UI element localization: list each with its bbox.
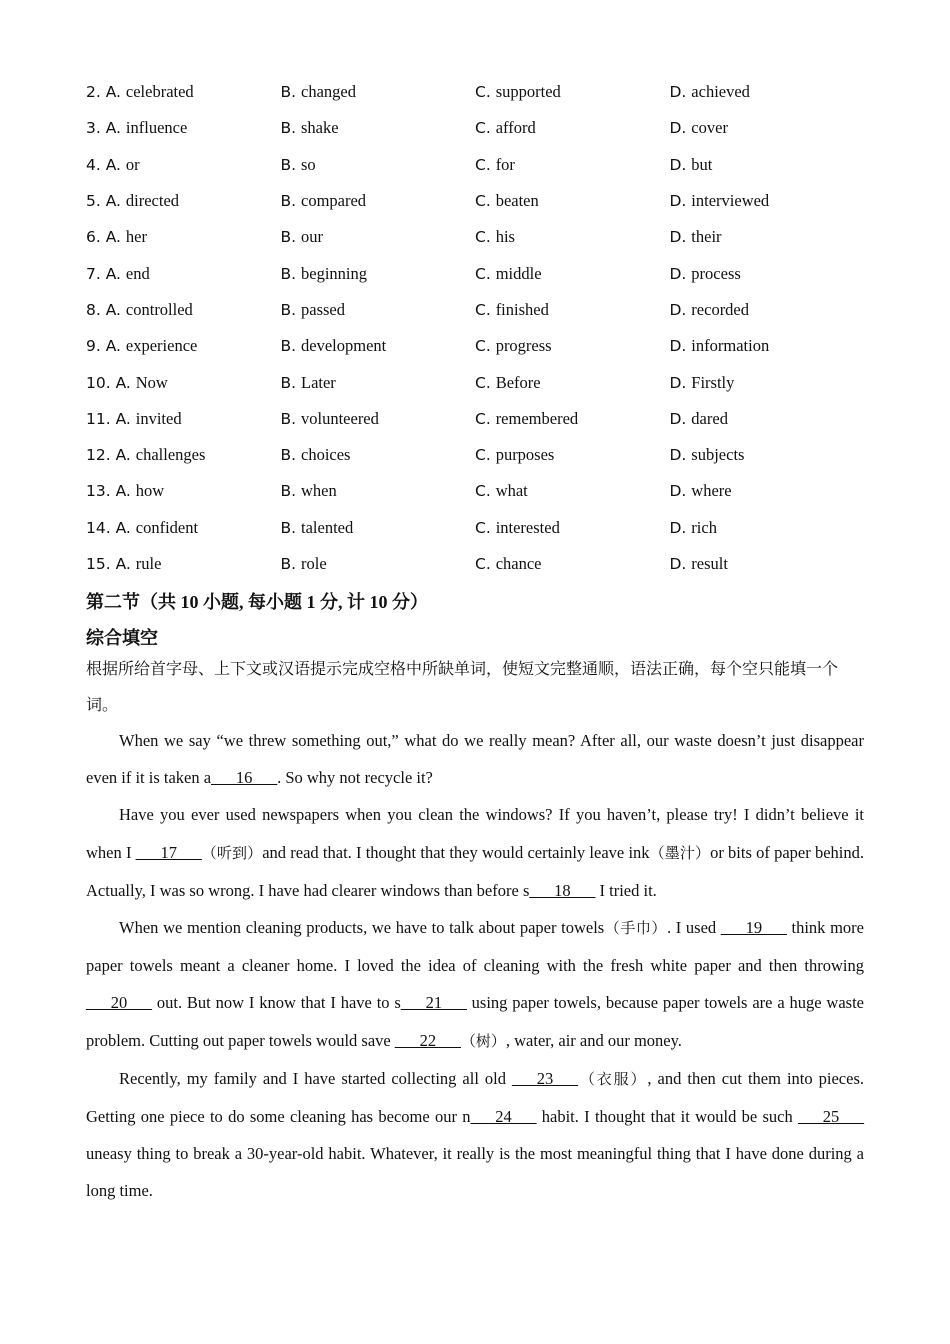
- option-row: [86, 437, 866, 473]
- blank-20: ___20___: [86, 993, 152, 1013]
- option-b: [281, 82, 476, 102]
- passage: [86, 722, 864, 1210]
- option-a: [86, 118, 281, 138]
- option-text: so: [301, 154, 316, 174]
- option-label: D.: [669, 373, 692, 392]
- option-d: [670, 481, 865, 501]
- blank-22: ___22___: [394, 1030, 461, 1050]
- blank-16: ___16___: [211, 768, 278, 788]
- option-label: B.: [280, 264, 301, 283]
- option-d: [670, 409, 865, 429]
- option-row: [86, 401, 866, 437]
- option-label: D.: [669, 409, 692, 428]
- option-text: rich: [691, 517, 717, 537]
- option-a: [86, 445, 281, 465]
- section-title: 第二节（共 10 小题, 每小题 1 分, 计 10 分）: [86, 592, 428, 612]
- option-d: [670, 191, 865, 211]
- option-text: shake: [301, 118, 339, 138]
- option-text: influence: [125, 118, 188, 138]
- option-label: C.: [475, 555, 496, 573]
- option-text: process: [691, 263, 741, 283]
- option-label: 12. A.: [86, 446, 136, 465]
- option-text: finished: [495, 299, 549, 319]
- paragraph-1: When we say “we threw something out,” what do we really mean? After all, our waste doesn’t just disappear even if it is taken a___16___. So why not recycle it?: [86, 731, 864, 788]
- blank-25: ___25___: [798, 1107, 865, 1127]
- blank-19: ___19___: [720, 918, 787, 938]
- option-label: D.: [669, 300, 692, 319]
- option-b: [281, 554, 476, 574]
- option-label: 4. A.: [86, 155, 126, 174]
- paragraph-3: When we mention cleaning products, we have to talk about paper towels（手巾）. I used ___19___ think more paper towels meant a cleaner home. I loved the idea of cleaning with the fresh white paper and then throwing ___20___ out. But now I know that I have to s___21___ using paper towels, because paper towels are a huge waste problem. Cutting out paper towels would save ___22___（树）, water, air and our money.: [86, 918, 864, 1050]
- hint-22: （树）: [460, 1031, 506, 1050]
- option-label: C.: [475, 337, 496, 356]
- option-label: B.: [280, 409, 301, 428]
- option-text: confident: [135, 517, 199, 537]
- option-a: [86, 554, 281, 574]
- option-label: B.: [280, 446, 301, 465]
- option-c: [475, 373, 670, 393]
- option-label: B.: [280, 373, 301, 392]
- option-row: [86, 255, 866, 291]
- option-label: D.: [669, 264, 692, 283]
- option-label: D.: [669, 518, 692, 537]
- option-b: [281, 336, 476, 356]
- option-text: end: [125, 263, 150, 283]
- option-label: B.: [280, 518, 301, 537]
- option-text: afford: [495, 118, 536, 138]
- option-a: [86, 155, 281, 175]
- option-d: [670, 554, 865, 574]
- option-a: [86, 82, 281, 102]
- option-row: [86, 510, 866, 546]
- option-text: changed: [301, 82, 356, 102]
- option-d: [670, 518, 865, 538]
- option-text: controlled: [125, 299, 193, 319]
- option-text: subjects: [691, 445, 745, 465]
- option-a: [86, 373, 281, 393]
- option-row: [86, 147, 866, 183]
- option-text: where: [691, 481, 732, 501]
- option-d: [670, 264, 865, 284]
- option-label: 9. A.: [86, 337, 126, 356]
- option-text: achieved: [691, 82, 750, 102]
- option-c: [475, 554, 670, 574]
- option-label: D.: [669, 446, 692, 465]
- blank-21: ___21___: [400, 993, 467, 1013]
- option-d: [670, 82, 865, 102]
- blank-17: ___17___: [135, 842, 202, 862]
- option-text: his: [495, 227, 515, 247]
- option-label: C.: [475, 373, 496, 392]
- option-row: [86, 364, 866, 400]
- option-text: purposes: [495, 445, 555, 465]
- option-label: 5. A.: [86, 192, 126, 211]
- option-text: choices: [301, 445, 351, 465]
- option-a: [86, 336, 281, 356]
- option-text: remembered: [495, 408, 579, 428]
- option-b: [281, 445, 476, 465]
- option-label: C.: [475, 300, 496, 319]
- option-label: C.: [475, 155, 496, 174]
- option-text: rule: [135, 554, 162, 573]
- option-d: [670, 445, 865, 465]
- option-text: passed: [301, 299, 345, 319]
- option-a: [86, 191, 281, 211]
- option-text: recorded: [691, 299, 750, 319]
- option-label: 7. A.: [86, 264, 126, 283]
- option-b: [281, 481, 476, 501]
- option-label: C.: [475, 119, 496, 138]
- option-text: her: [125, 227, 147, 247]
- option-text: supported: [495, 82, 561, 102]
- option-label: C.: [475, 409, 496, 428]
- option-c: [475, 82, 670, 102]
- option-label: C.: [475, 482, 496, 501]
- option-label: B.: [280, 300, 301, 319]
- option-label: 14. A.: [86, 518, 136, 537]
- option-c: [475, 155, 670, 175]
- option-text: invited: [135, 408, 182, 428]
- option-label: 2. A.: [86, 83, 126, 102]
- option-c: [475, 445, 670, 465]
- option-a: [86, 227, 281, 247]
- option-text: celebrated: [125, 82, 194, 102]
- option-a: [86, 518, 281, 538]
- option-row: [86, 292, 866, 328]
- option-b: [281, 264, 476, 284]
- option-row: [86, 183, 866, 219]
- option-text: result: [691, 554, 728, 573]
- paragraph-4: Recently, my family and I have started collecting all old ___23___（衣服）, and then cut them into pieces. Getting one piece to do some cleaning has become our n___24___ habit. I thought that it would be such ___25___ uneasy thing to break a 30-year-old habit. Whatever, it really is the most meaningful thing that I have done during a long time.: [86, 1068, 865, 1201]
- option-text: when: [301, 481, 337, 501]
- option-text: how: [135, 481, 165, 501]
- option-d: [670, 300, 865, 320]
- option-a: [86, 300, 281, 320]
- options-table: [86, 74, 866, 582]
- option-text: our: [301, 227, 323, 247]
- option-d: [670, 373, 865, 393]
- option-c: [475, 191, 670, 211]
- option-label: D.: [669, 119, 692, 138]
- option-text: beaten: [495, 191, 539, 211]
- option-label: C.: [475, 264, 496, 283]
- option-c: [475, 336, 670, 356]
- option-label: 6. A.: [86, 228, 126, 247]
- hint-17: （听到）: [201, 843, 263, 862]
- option-label: C.: [475, 192, 496, 211]
- option-text: volunteered: [301, 408, 379, 428]
- option-d: [670, 227, 865, 247]
- option-b: [281, 409, 476, 429]
- option-row: [86, 328, 866, 364]
- option-label: C.: [475, 518, 496, 537]
- option-text: Before: [495, 372, 541, 392]
- blank-18: ___18___: [529, 880, 596, 900]
- option-label: D.: [669, 337, 692, 356]
- option-label: 10. A.: [86, 373, 136, 392]
- option-b: [281, 373, 476, 393]
- option-row: [86, 74, 866, 110]
- option-text: interested: [495, 517, 560, 537]
- option-c: [475, 118, 670, 138]
- option-label: C.: [475, 446, 496, 465]
- option-label: B.: [280, 192, 301, 211]
- option-c: [475, 409, 670, 429]
- option-b: [281, 191, 476, 211]
- option-text: cover: [691, 118, 728, 138]
- option-label: B.: [280, 555, 301, 573]
- option-a: [86, 409, 281, 429]
- option-text: chance: [495, 554, 542, 573]
- option-label: B.: [280, 228, 301, 247]
- option-c: [475, 481, 670, 501]
- option-a: [86, 481, 281, 501]
- hint-23: （衣服）: [578, 1069, 648, 1088]
- option-text: interviewed: [691, 191, 770, 211]
- option-text: development: [301, 336, 387, 356]
- option-label: B.: [280, 83, 301, 102]
- option-text: progress: [495, 336, 552, 356]
- option-text: what: [495, 481, 528, 501]
- option-text: information: [691, 336, 770, 356]
- sub-title: 综合填空: [86, 628, 158, 648]
- option-text: directed: [125, 191, 180, 211]
- option-text: their: [691, 227, 722, 247]
- option-d: [670, 118, 865, 138]
- option-label: C.: [475, 228, 496, 247]
- option-label: D.: [669, 155, 692, 174]
- option-text: Now: [135, 372, 168, 392]
- option-text: beginning: [301, 263, 367, 283]
- option-a: [86, 264, 281, 284]
- option-c: [475, 300, 670, 320]
- option-text: Firstly: [691, 372, 735, 392]
- option-text: talented: [301, 517, 354, 537]
- instructions: 根据所给首字母、上下文或汉语提示完成空格中所缺单词，使短文完整通顺，语法正确，每个空只能填一个词。: [86, 661, 839, 714]
- option-c: [475, 264, 670, 284]
- option-label: B.: [280, 482, 301, 501]
- option-b: [281, 155, 476, 175]
- option-label: 15. A.: [86, 555, 136, 573]
- option-text: compared: [301, 191, 367, 211]
- option-text: or: [125, 154, 140, 174]
- option-text: but: [691, 154, 713, 174]
- option-text: challenges: [135, 445, 206, 465]
- option-b: [281, 118, 476, 138]
- blank-23: ___23___: [512, 1068, 578, 1088]
- option-text: role: [301, 554, 327, 573]
- option-b: [281, 300, 476, 320]
- option-text: Later: [301, 372, 336, 392]
- option-label: D.: [669, 83, 692, 102]
- option-label: B.: [280, 119, 301, 138]
- option-label: 13. A.: [86, 482, 136, 501]
- option-c: [475, 518, 670, 538]
- option-label: B.: [280, 155, 301, 174]
- option-d: [670, 155, 865, 175]
- option-d: [670, 336, 865, 356]
- hint-towel: （手巾）: [604, 919, 667, 938]
- option-row: [86, 110, 866, 146]
- option-label: B.: [280, 337, 301, 356]
- blank-24: ___24___: [470, 1107, 537, 1127]
- option-b: [281, 518, 476, 538]
- option-text: experience: [125, 336, 198, 356]
- option-c: [475, 227, 670, 247]
- option-text: middle: [495, 263, 542, 283]
- paragraph-2: Have you ever used newspapers when you clean the windows? If you haven’t, please try! I didn’t believe it when I ___17___（听到）and read that. I thought that they would certainly leave ink（墨汁）or bits of paper behind. Actually, I was so wrong. I have had clearer windows than before s___18___ I tried it.: [86, 805, 864, 900]
- option-row: [86, 219, 866, 255]
- option-label: 11. A.: [86, 409, 136, 428]
- option-label: C.: [475, 83, 496, 102]
- hint-ink: （墨汁）: [649, 843, 711, 862]
- option-row: [86, 546, 866, 582]
- option-label: 8. A.: [86, 300, 126, 319]
- option-label: 3. A.: [86, 119, 126, 138]
- option-row: [86, 473, 866, 509]
- option-label: D.: [669, 482, 692, 501]
- option-text: for: [495, 154, 515, 174]
- option-label: D.: [669, 555, 692, 573]
- option-label: D.: [669, 192, 692, 211]
- option-label: D.: [669, 228, 692, 247]
- option-b: [281, 227, 476, 247]
- option-text: dared: [691, 408, 728, 428]
